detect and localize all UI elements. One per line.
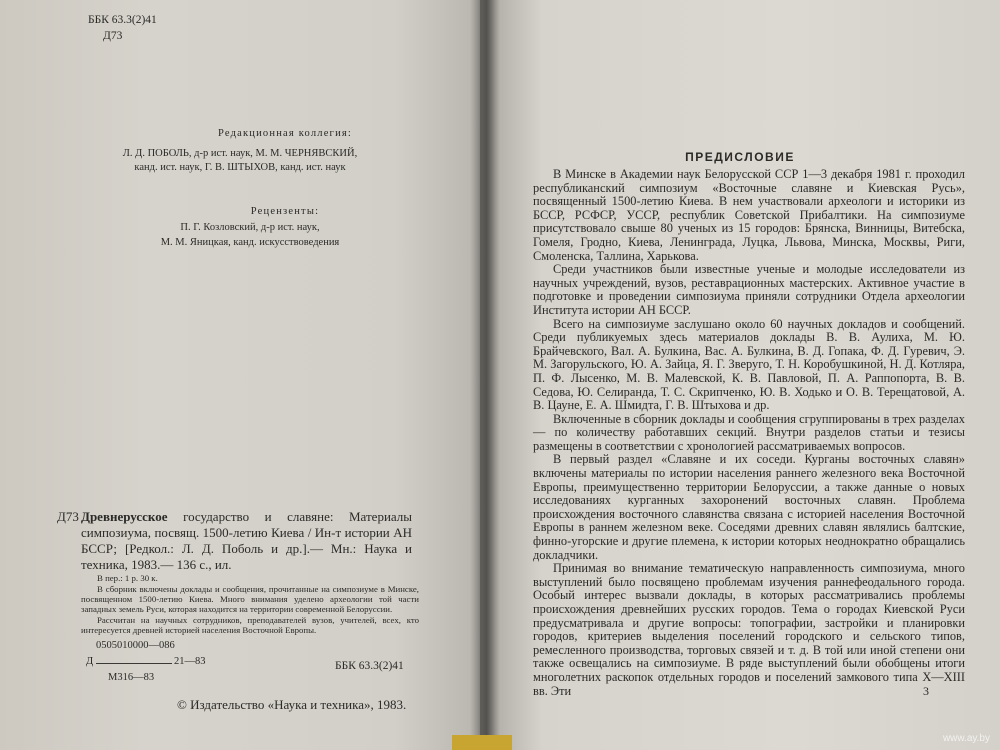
board-heading: Редакционная коллегия: [217, 128, 353, 139]
board-line-2: канд. ист. наук, Г. В. ШТЫХОВ, канд. ист. наук [134, 162, 346, 173]
paragraph-4: Включенные в сборник доклады и сообщения сгруппированы в трех разделах — по количеству работавших секций. Внутри разделов статьи и тезисы размещены в соответствии с хронологией рассматриваемых вопросов. [533, 411, 965, 453]
audience: Рассчитан на научных сотрудников, преподавателей вузов, учителей, всех, кто интересуется древней историей населения Восточной Европы. [81, 615, 419, 636]
reviewers-heading: Рецензенты: [250, 206, 320, 217]
code-top: Д73 [103, 30, 123, 42]
bib-record [81, 509, 412, 573]
bbk-bottom: ББК 63.3(2)41 [335, 660, 404, 672]
board-line-1: Л. Д. ПОБОЛЬ, д-р ист. наук, М. М. ЧЕРНЯВСКИЙ, [122, 148, 358, 159]
bib-title: Древнерусское [81, 509, 168, 524]
page-number: 3 [923, 684, 929, 698]
preface-body [533, 168, 965, 698]
bib-text: государство и славяне: Материалы симпозиума, посвящ. 1500-летию Киева / Ин-т истории АН БССР; [Редкол.: Л. Д. Поболь и др.].— Мн.: Наука и техника, 1983.— 136 с., ил. [81, 509, 413, 572]
m-code: М316—83 [108, 672, 155, 683]
watermark: www.ay.by [942, 733, 990, 744]
annotation: В сборник включены доклады и сообщения, прочитанные на симпозиуме в Минске, посвященном 1500-летию Киева. Много внимания уделено археологии той части западных земель Руси, которая находится на территории современной Белоруссии. [81, 584, 419, 615]
book-cover-edge [452, 735, 512, 750]
bib-code: Д73 [57, 509, 79, 524]
reviewer-line-2: М. М. Яницкая, канд. искусствоведения [160, 237, 340, 248]
preface-heading: ПРЕДИСЛОВИЕ [685, 150, 795, 164]
index-rule [96, 663, 172, 664]
book-gutter [470, 0, 500, 750]
paragraph-2: Среди участников были известные ученые и молодые исследователи из научных учреждений, вузов, реставрационных мастерских. Активное участие в подготовке и проведении симпозиума приняли сотрудники Отдела археологии Института истории АН БССР. [533, 262, 965, 317]
index-line-right: 21—83 [174, 656, 206, 667]
left-page [0, 0, 492, 750]
index-code: 0505010000—086 [96, 640, 175, 651]
paragraph-3: Всего на симпозиуме заслушано около 60 научных докладов и сообщений. Среди публикуемых здесь материалов доклады В. В. Аулиха, М. Ю. Брайчевского, Вал. А. Булкина, Вас. А. Булкина, В. Д. Гопака, Ф. Д. Гуревич, Э. М. Загорульского, Ю. А. Зайца, Я. Г. Зверуго, Т. Н. Коробушкиной, Н. Д. Котляра, П. Ф. Лысенко, М. В. Малевской, К. В. Павловой, П. А. Раппопорта, В. В. Седова, Ю. Селиранда, Т. С. Скрипченко, Ю. В. Ходько и О. В. Терещатовой, А. В. Цауне, Е. А. Шмидта, Г. В. Штыхова и др. [533, 316, 965, 413]
paragraph-6: Принимая во внимание тематическую направленность симпозиума, много выступлений было посвящено проблемам изучения раннефеодального города. Особый интерес вызвали доклады, в которых рассматривались проблемы происхождения древнейших русских городов. Тема о городах Киевской Руси предусматривала и другие вопросы: топографии, застройки и планировки городов, критериев выделения поселений городского и сельского типов, ремесленного производства, торговых связей и т. д. В той или иной степени они также освещались на симпозиуме. В ряде выступлений были обобщены итоги многолетних раскопок отдельных городов и поселений замкового типа X—XIII вв. Эти [533, 561, 965, 698]
right-page [480, 0, 1000, 750]
reviewer-line-1: П. Г. Козловский, д-р ист. наук, [180, 222, 320, 233]
index-line-left: Д [86, 656, 94, 667]
price: В пер.: 1 р. 30 к. [97, 573, 158, 583]
copyright: © Издательство «Наука и техника», 1983. [177, 697, 407, 712]
paragraph-1: В Минске в Академии наук Белорусской ССР 1—3 декабря 1981 г. проходил республиканский симпозиум «Восточные славяне и Киевская Русь», посвященный 1500-летию Киева. В нем участвовали археологи и историки из БССР, РСФСР, УССР, республик Советской Прибалтики. На симпозиуме присутствовало свыше 80 ученых из 15 городов: Брянска, Винницы, Витебска, Гомеля, Гродно, Киева, Ленинграда, Луцка, Львова, Минска, Москвы, Риги, Смоленска, Таллина, Харькова. [533, 167, 965, 263]
paragraph-5: В первый раздел «Славяне и их соседи. Курганы восточных славян» включены материалы по истории населения раннего железного века Восточной Европы, преимущественно территории Белоруссии, а также данные о новых исследованиях курганных захоронений восточных славян. Проблема происхождения восточного славянства связана с историей населения Восточной Европы в раннем железном веке. Соседями древних славян являлись балтские, финно-угорские и другие племена, к истории которых неоднократно обращались докладчики. [533, 452, 965, 562]
bbk-top: ББК 63.3(2)41 [88, 14, 157, 26]
